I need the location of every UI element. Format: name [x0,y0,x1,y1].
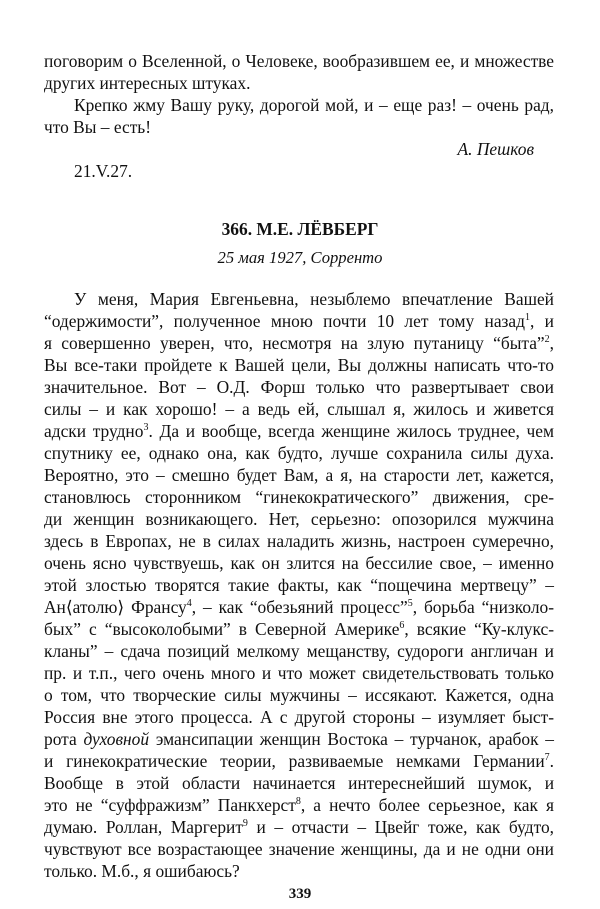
body-line: это не “суффражизм” Панкхерст$^8$, а нечто более серьезное, как я [44,795,554,815]
body-line: я совершенно уверен, что, несмотря на злую путаницу “быта”$^2$, [44,333,554,353]
body-line: чувствуют все возрастающее значение женщины, да и не одни они [44,839,554,859]
body-line: очень ясно чувствуешь, как он злится на бессилие свое, – именно [44,553,554,573]
body-line: этой злостью творятся такие факты, как “пощечина мертвецу” – [44,575,554,595]
prev-letter-line: поговорим о Вселенной, о Человеке, вообразившем ее, и множестве [44,51,554,71]
body-line: только. М.б., я ошибаюсь? [44,861,240,881]
body-line: здесь в Европах, не в силах наладить жизнь, настроен сумеречно, [44,531,554,551]
footnote-marker: 2 [544,334,550,345]
body-line: кланы” – сдача позиций мелкому мещанству, судороги англичан и [44,641,554,661]
body-line: Вероятно, это – смешно будет Вам, а я, на старости лет, кажется, [44,465,554,485]
prev-letter-line: других интересных штуках. [44,73,251,93]
body-line: Вы все-таки пройдете к Вашей цели, Вы должны написать что-то [44,355,554,375]
footnote-marker: 7 [544,752,550,763]
signature: А. Пешков [457,139,534,159]
footnote-marker: 1 [525,312,530,323]
body-line: становлюсь сторонником “гинекократического” движения, сре- [44,487,554,507]
body-line: пр. и т.п., чего очень много и что может свидетельствовать только [44,663,554,683]
emphasis: духовной [83,729,150,749]
body-line: адски трудно$^3$. Да и вообще, всегда женщине жилось труднее, чем [44,421,554,441]
prev-letter-line: что Вы – есть! [44,117,152,137]
footnote-marker: 9 [242,818,248,829]
body-line: рота духовной эмансипации женщин Востока – турчанок, арабок – [44,729,554,749]
body-line: значительное. Вот – О.Д. Форш только что развертывает свои [44,377,554,397]
body-line: и гинекократические теории, развиваемые немками Германии$^7$. [44,751,554,771]
page-number: 339 [288,886,312,902]
footnote-marker: 5 [407,598,413,609]
body-line: Ан⟨атолю⟩ Франсу$^4$, – как “обезьяний процесс”$^5$, борьба “низколо- [44,597,554,617]
footnote-marker: 6 [399,620,405,631]
prev-letter-line: Крепко жму Вашу руку, дорогой мой, и – еще раз! – очень рад, [74,95,554,115]
letter-heading: 366. М.Е. ЛЁВБЕРГ [221,219,379,239]
body-line: силы – и как хорошо! – а ведь ей, слышал я, жилось и живется [44,399,554,419]
body-line: Вообще в этой области начинается интереснейший шумок, и [44,773,554,793]
body-line: бых” с “высоколобыми” в Северной Америке$^6$, всякие “Ку-клукс- [44,619,554,639]
body-line: “одержимости”, полученное мною почти 10 лет тому назад$^1$, и [44,311,554,331]
body-line: ди женщин возникающего. Нет, серьезно: опозорился мужчина [44,509,554,529]
letter-dateline: 25 мая 1927, Сорренто [217,248,383,267]
footnote-marker: 4 [186,598,192,609]
footnote-marker: 3 [143,422,149,433]
body-line: думаю. Роллан, Маргерит$^9$ и – отчасти – Цвейг тоже, как будто, [44,817,554,837]
body-line: У меня, Мария Евгеньевна, незыблемо впечатление Вашей [74,289,554,309]
footnote-marker: 8 [295,796,301,807]
letter-date: 21.V.27. [74,161,133,181]
body-line: спутнику ее, однако она, как будто, лучше сохранила силы духа. [44,443,554,463]
body-line: Россия вне этого процесса. А с другой стороны – изумляет быст- [44,707,554,727]
body-line: о том, что творческие силы мужчины – иссякают. Кажется, одна [44,685,554,705]
